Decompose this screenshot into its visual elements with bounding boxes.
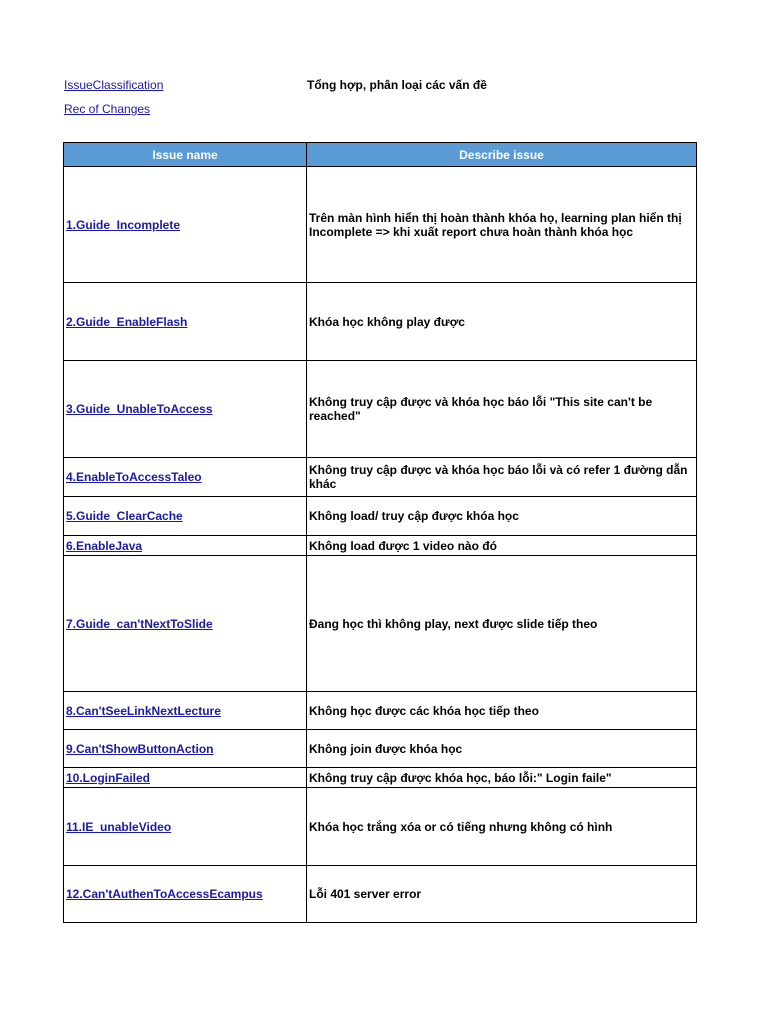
issue-description: Không truy cập được và khóa học báo lỗi "This site can't be reached" xyxy=(307,361,697,458)
issue-name-cell xyxy=(64,458,307,497)
issue-description: Không truy cập được và khóa học báo lỗi và có refer 1 đường dẫn khác xyxy=(307,458,697,497)
issue-description: Lỗi 401 server error xyxy=(307,866,697,923)
issues-table xyxy=(63,142,697,923)
top-row-changes xyxy=(64,101,704,125)
top-links xyxy=(64,77,704,125)
issue-link[interactable]: 4.EnableToAccessTaleo xyxy=(66,470,202,484)
table-row xyxy=(64,167,697,283)
table-header-row xyxy=(64,143,697,167)
table-row xyxy=(64,556,697,692)
table-row xyxy=(64,768,697,788)
issue-name-cell xyxy=(64,361,307,458)
issue-name-cell xyxy=(64,536,307,556)
issue-description: Đang học thì không play, next được slide tiếp theo xyxy=(307,556,697,692)
issue-link[interactable]: 11.IE_unableVideo xyxy=(66,819,172,834)
issue-description: Không truy cập được khóa học, báo lỗi:" Login faile" xyxy=(307,768,697,788)
issue-link[interactable]: 6.EnableJava xyxy=(66,538,143,553)
issue-name-cell xyxy=(64,556,307,692)
issue-name-cell xyxy=(64,283,307,361)
header-issue-name: Issue name xyxy=(64,143,307,167)
issue-name-cell xyxy=(64,768,307,788)
issue-description: Khóa học trắng xóa or có tiếng nhưng không có hình xyxy=(307,788,697,866)
issue-name-cell xyxy=(64,692,307,730)
issue-name-cell xyxy=(64,866,307,923)
table-row xyxy=(64,536,697,556)
issue-link[interactable]: 5.Guide_ClearCache xyxy=(66,509,183,523)
rec-of-changes-link[interactable]: Rec of Changes xyxy=(64,102,151,116)
issue-description: Không học được các khóa học tiếp theo xyxy=(307,692,697,730)
table-row xyxy=(64,497,697,536)
issue-name-cell xyxy=(64,497,307,536)
table-row xyxy=(64,730,697,768)
issue-link[interactable]: 12.Can'tAuthenToAccessEcampus xyxy=(66,887,263,901)
issue-link[interactable]: 2.Guide_EnableFlash xyxy=(66,314,188,329)
issue-description: Không join được khóa học xyxy=(307,730,697,768)
issue-name-cell xyxy=(64,167,307,283)
issue-name-cell xyxy=(64,730,307,768)
issue-name-cell xyxy=(64,788,307,866)
issue-link[interactable]: 1.Guide_Incomplete xyxy=(66,217,181,232)
issue-description: Khóa học không play được xyxy=(307,283,697,361)
issue-link[interactable]: 10.LoginFailed xyxy=(66,770,151,785)
issue-link[interactable]: 7.Guide_can'tNextToSlide xyxy=(66,616,213,631)
classification-description: Tổng hợp, phân loại các vấn đề xyxy=(307,78,487,92)
issue-description: Không load được 1 video nào đó xyxy=(307,536,697,556)
table-row xyxy=(64,361,697,458)
issue-link[interactable]: 3.Guide_UnableToAccess xyxy=(66,402,213,416)
issue-description: Trên màn hình hiển thị hoàn thành khóa họ, learning plan hiển thị Incomplete => khi xuất report chưa hoàn thành khóa học xyxy=(307,167,697,283)
issue-description: Không load/ truy cập được khóa học xyxy=(307,497,697,536)
table-row xyxy=(64,283,697,361)
table-row xyxy=(64,692,697,730)
top-row-classification xyxy=(64,77,704,101)
issue-link[interactable]: 9.Can'tShowButtonAction xyxy=(66,741,214,756)
table-row xyxy=(64,866,697,923)
table-row xyxy=(64,458,697,497)
issue-link[interactable]: 8.Can'tSeeLinkNextLecture xyxy=(66,703,221,718)
issue-classification-link[interactable]: IssueClassification xyxy=(64,78,164,92)
table-row xyxy=(64,788,697,866)
header-describe-issue: Describe issue xyxy=(307,143,697,167)
